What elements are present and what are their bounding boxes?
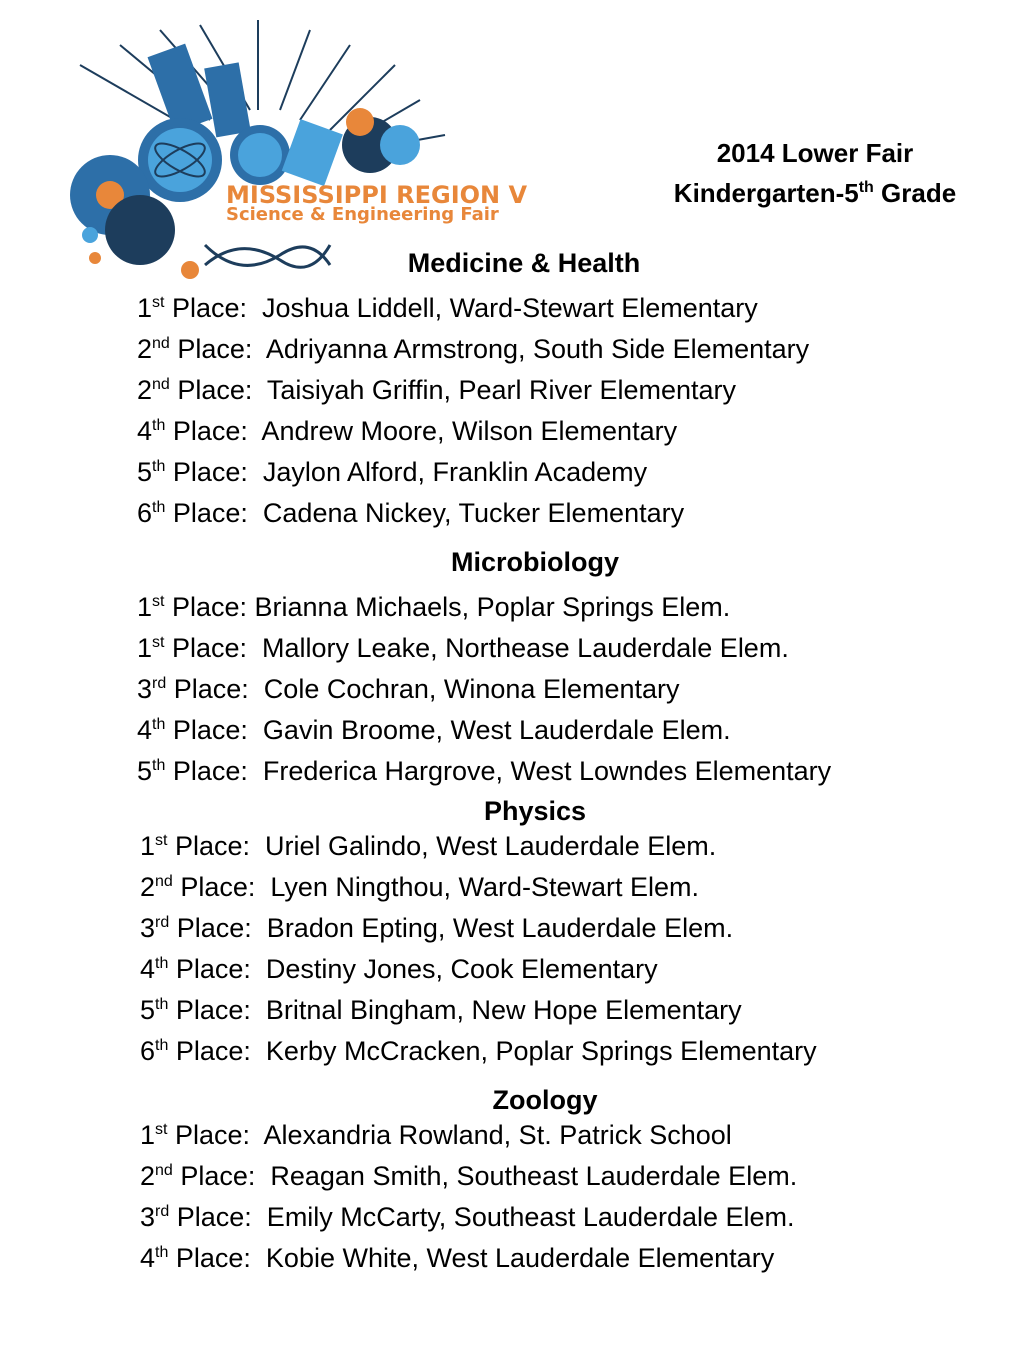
rank-suffix: nd bbox=[152, 376, 170, 393]
rank-number: 5 bbox=[140, 995, 156, 1025]
rank-number: 4 bbox=[140, 954, 156, 984]
placement-entry bbox=[140, 867, 817, 908]
rank-suffix: th bbox=[152, 417, 166, 434]
placement-entry bbox=[137, 329, 809, 370]
placement-list-physics bbox=[140, 826, 817, 1072]
rank-suffix: st bbox=[155, 1121, 168, 1138]
placement-entry bbox=[137, 452, 809, 493]
section-heading-medicine-health: Medicine & Health bbox=[407, 248, 641, 278]
rank-suffix: th bbox=[152, 499, 166, 516]
placement-entry bbox=[137, 669, 831, 710]
placement-entry bbox=[140, 1115, 797, 1156]
winner-text: Place: Destiny Jones, Cook Elementary bbox=[168, 954, 658, 984]
rank-number: 4 bbox=[140, 1243, 156, 1273]
winner-text: Place: Brianna Michaels, Poplar Springs Elem. bbox=[164, 592, 731, 622]
rank-suffix: th bbox=[155, 996, 169, 1013]
winner-text: Place: Andrew Moore, Wilson Elementary bbox=[165, 416, 678, 446]
placement-list-zoology bbox=[140, 1115, 797, 1279]
rank-number: 3 bbox=[140, 913, 156, 943]
rank-number: 1 bbox=[137, 592, 153, 622]
rank-number: 1 bbox=[137, 293, 153, 323]
winner-text: Place: Emily McCarty, Southeast Lauderdale Elem. bbox=[169, 1202, 795, 1232]
winner-text: Place: Kobie White, West Lauderdale Elementary bbox=[168, 1243, 775, 1273]
winner-text: Place: Jaylon Alford, Franklin Academy bbox=[165, 457, 648, 487]
winner-text: Place: Britnal Bingham, New Hope Elementary bbox=[168, 995, 742, 1025]
placement-entry bbox=[137, 587, 831, 628]
rank-suffix: st bbox=[155, 832, 168, 849]
winner-text: Place: Frederica Hargrove, West Lowndes Elementary bbox=[165, 756, 832, 786]
rank-suffix: st bbox=[152, 294, 165, 311]
rank-number: 3 bbox=[137, 674, 153, 704]
rank-suffix: th bbox=[155, 955, 169, 972]
rank-number: 6 bbox=[137, 498, 153, 528]
placement-entry bbox=[140, 949, 817, 990]
placement-entry bbox=[140, 826, 817, 867]
rank-suffix: rd bbox=[152, 675, 167, 692]
rank-suffix: st bbox=[152, 593, 165, 610]
placement-entry bbox=[140, 1197, 797, 1238]
placement-entry bbox=[140, 1156, 797, 1197]
rank-suffix: th bbox=[152, 757, 166, 774]
rank-suffix: rd bbox=[155, 914, 170, 931]
winner-text: Place: Gavin Broome, West Lauderdale Elem. bbox=[165, 715, 731, 745]
svg-text:MISSISSIPPI REGION V: MISSISSIPPI REGION V bbox=[226, 181, 528, 209]
svg-text:Science & Engineering Fair: Science & Engineering Fair bbox=[226, 204, 499, 225]
winner-text: Place: Taisiyah Griffin, Pearl River Elementary bbox=[169, 375, 737, 405]
placement-entry bbox=[140, 1238, 797, 1279]
placement-entry bbox=[137, 411, 809, 452]
rank-number: 1 bbox=[140, 831, 156, 861]
winner-text: Place: Cadena Nickey, Tucker Elementary bbox=[165, 498, 685, 528]
rank-suffix: nd bbox=[155, 873, 173, 890]
placement-entry bbox=[137, 288, 809, 329]
rank-number: 5 bbox=[137, 756, 153, 786]
placement-entry bbox=[137, 628, 831, 669]
fair-title bbox=[630, 133, 1000, 213]
rank-number: 1 bbox=[137, 633, 153, 663]
placement-entry bbox=[137, 493, 809, 534]
winner-text: Place: Bradon Epting, West Lauderdale Elem. bbox=[169, 913, 734, 943]
rank-number: 2 bbox=[137, 334, 153, 364]
winner-text: Place: Lyen Ningthou, Ward-Stewart Elem. bbox=[172, 872, 700, 902]
rank-suffix: th bbox=[152, 458, 166, 475]
rank-suffix: th bbox=[155, 1244, 169, 1261]
rank-suffix: st bbox=[152, 634, 165, 651]
placement-entry bbox=[140, 990, 817, 1031]
placement-list-medicine-health bbox=[137, 288, 809, 534]
rank-number: 4 bbox=[137, 715, 153, 745]
rank-suffix: nd bbox=[155, 1162, 173, 1179]
science-fair-logo bbox=[40, 20, 600, 280]
winner-text: Place: Mallory Leake, Northease Lauderdale Elem. bbox=[164, 633, 789, 663]
rank-suffix: th bbox=[152, 716, 166, 733]
placement-entry bbox=[140, 908, 817, 949]
placement-entry bbox=[137, 751, 831, 792]
winner-text: Place: Cole Cochran, Winona Elementary bbox=[166, 674, 680, 704]
winner-text: Place: Uriel Galindo, West Lauderdale Elem. bbox=[167, 831, 717, 861]
title-grade: Kindergarten-5th Grade bbox=[673, 178, 957, 208]
section-heading-microbiology: Microbiology bbox=[451, 547, 619, 577]
rank-number: 2 bbox=[140, 1161, 156, 1191]
placement-entry bbox=[140, 1031, 817, 1072]
rank-number: 2 bbox=[140, 872, 156, 902]
winner-text: Place: Alexandria Rowland, St. Patrick School bbox=[167, 1120, 732, 1150]
placement-list-microbiology bbox=[137, 587, 831, 792]
rank-number: 4 bbox=[137, 416, 153, 446]
rank-number: 6 bbox=[140, 1036, 156, 1066]
rank-suffix: th bbox=[155, 1037, 169, 1054]
winner-text: Place: Adriyanna Armstrong, South Side Elementary bbox=[169, 334, 810, 364]
placement-entry bbox=[137, 710, 831, 751]
rank-number: 5 bbox=[137, 457, 153, 487]
winner-text: Place: Reagan Smith, Southeast Lauderdale Elem. bbox=[172, 1161, 798, 1191]
rank-number: 2 bbox=[137, 375, 153, 405]
rank-number: 3 bbox=[140, 1202, 156, 1232]
rank-suffix: nd bbox=[152, 335, 170, 352]
winner-text: Place: Joshua Liddell, Ward-Stewart Elementary bbox=[164, 293, 758, 323]
section-heading-zoology: Zoology bbox=[492, 1085, 598, 1115]
title-year: 2014 Lower Fair bbox=[716, 138, 914, 168]
rank-number: 1 bbox=[140, 1120, 156, 1150]
placement-entry bbox=[137, 370, 809, 411]
winner-text: Place: Kerby McCracken, Poplar Springs Elementary bbox=[168, 1036, 817, 1066]
rank-suffix: rd bbox=[155, 1203, 170, 1220]
section-heading-physics: Physics bbox=[483, 796, 587, 826]
